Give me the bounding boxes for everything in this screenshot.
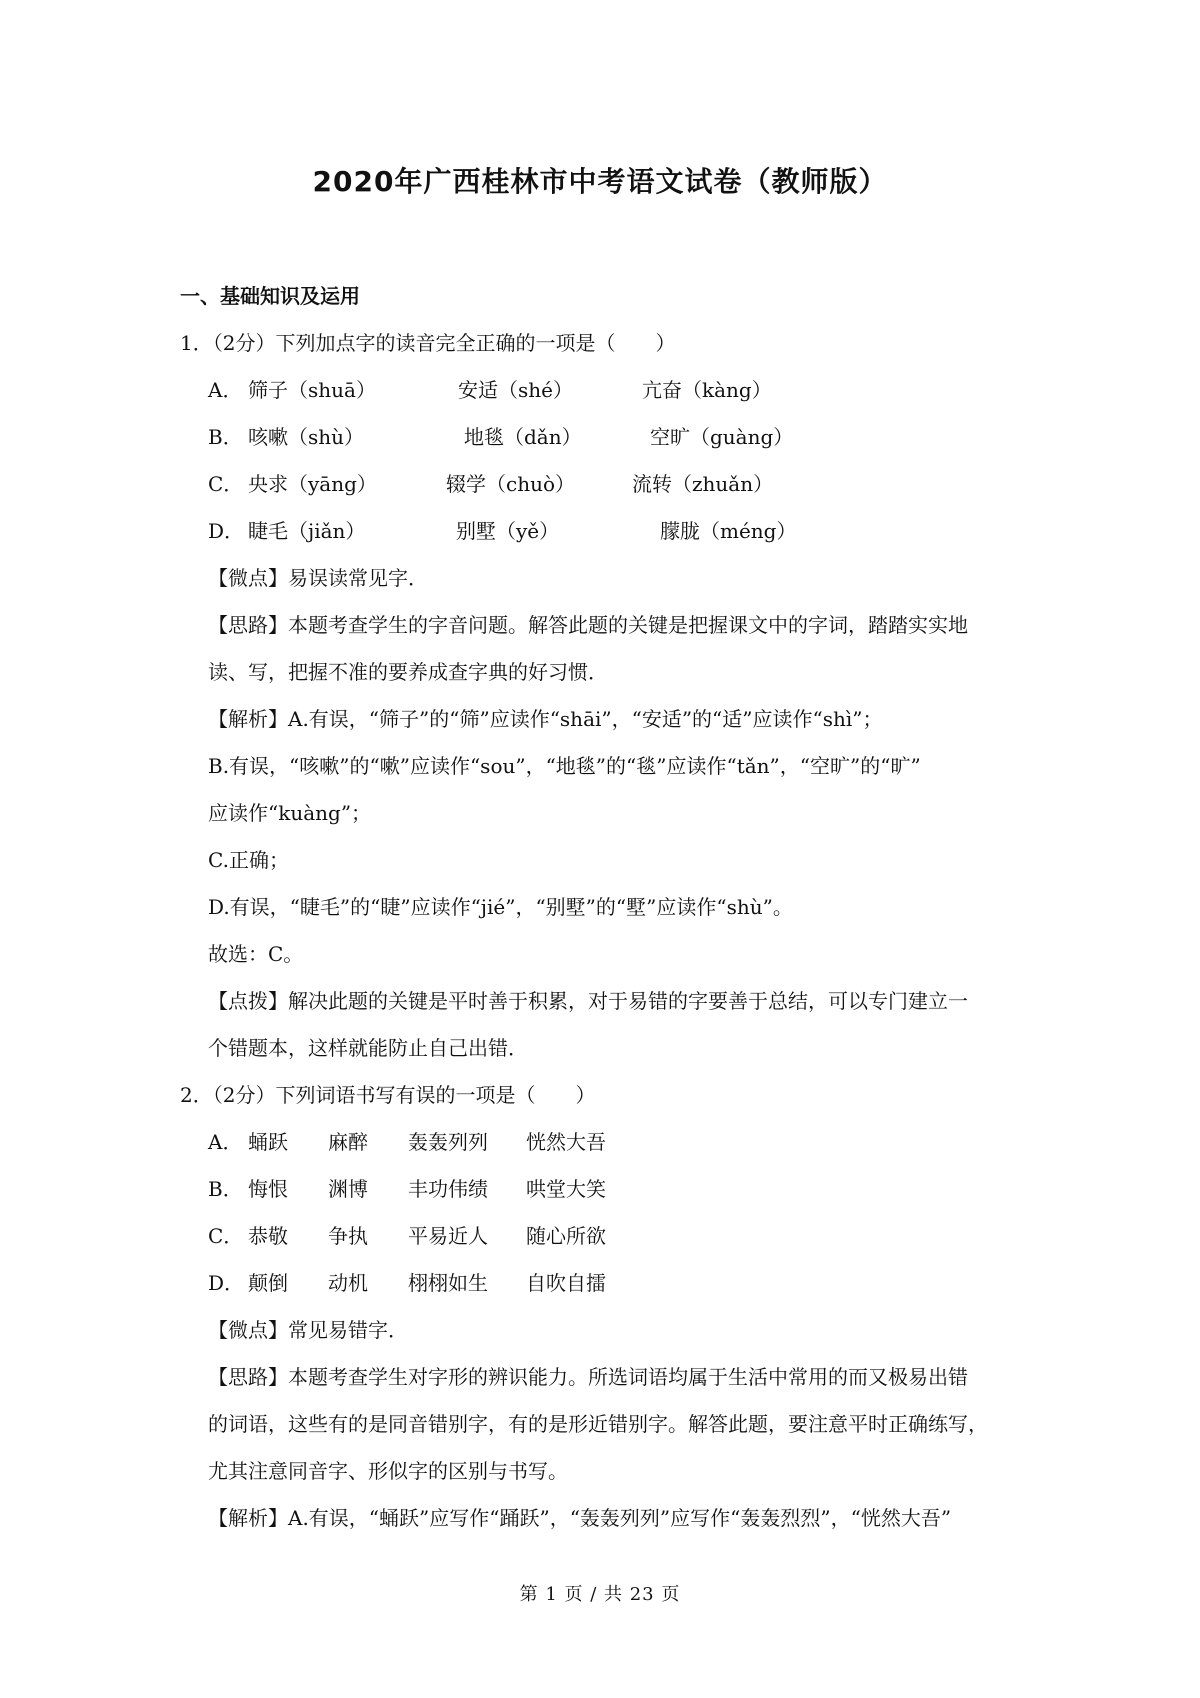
- q1-option-b: [180, 414, 1040, 461]
- option-label: D．: [208, 1271, 245, 1295]
- question-2-stem: 2．（2分）下列词语书写有误的一项是（ ）: [180, 1083, 596, 1107]
- content: [180, 272, 1040, 1542]
- q2-option-c: [180, 1213, 1040, 1260]
- q1-option-a: [180, 367, 1040, 414]
- q1-weidian: 【微点】易误读常见字．: [208, 566, 428, 590]
- q1-silu-line: 读、写，把握不准的要养成查字典的好习惯．: [208, 660, 608, 684]
- option-item: 争执: [328, 1224, 368, 1248]
- q1-jiexi-line: B.有误，“咳嗽”的“嗽”应读作“sou”，“地毯”的“毯”应读作“tǎn”，“空旷”的“旷”: [208, 754, 921, 778]
- option-label: B．: [208, 1177, 243, 1201]
- option-label: B．: [208, 425, 243, 449]
- q1-answer: 故选：C。: [208, 942, 304, 966]
- option-item: 丰功伟绩: [408, 1177, 488, 1201]
- q2-silu-line: 的词语，这些有的是同音错别字，有的是形近错别字。解答此题，要注意平时正确练写，: [208, 1412, 988, 1436]
- option-item: 自吹自擂: [526, 1271, 606, 1295]
- option-item: 动机: [328, 1271, 368, 1295]
- q2-weidian: 【微点】常见易错字．: [208, 1318, 408, 1342]
- q1-option-c: [180, 461, 1040, 508]
- q2-option-a: [180, 1119, 1040, 1166]
- option-item: 流转（zhuǎn）: [632, 472, 774, 496]
- option-item: 蛹跃: [248, 1130, 288, 1154]
- q2-silu-line: 【思路】本题考查学生对字形的辨识能力。所选词语均属于生活中常用的而又极易出错: [208, 1365, 968, 1389]
- option-item: 地毯（dǎn）: [464, 425, 582, 449]
- option-item: 央求（yāng）: [248, 472, 377, 496]
- q1-dianbo-line: 【点拨】解决此题的关键是平时善于积累，对于易错的字要善于总结，可以专门建立一: [208, 989, 968, 1013]
- option-item: 平易近人: [408, 1224, 488, 1248]
- option-item: 安适（shé）: [458, 378, 573, 402]
- option-label: D．: [208, 519, 245, 543]
- option-item: 别墅（yě）: [456, 519, 560, 543]
- option-item: 轰轰列列: [408, 1130, 488, 1154]
- option-item: 悔恨: [248, 1177, 288, 1201]
- option-item: 咳嗽（shù）: [248, 425, 365, 449]
- q2-jiexi-line: 【解析】A.有误，“蛹跃”应写作“踊跃”，“轰轰列列”应写作“轰轰烈烈”，“恍然大吾”: [208, 1506, 952, 1530]
- option-label: C．: [208, 1224, 244, 1248]
- option-item: 栩栩如生: [408, 1271, 488, 1295]
- q1-jiexi-line: 【解析】A.有误，“筛子”的“筛”应读作“shāi”，“安适”的“适”应读作“shì”；: [208, 707, 883, 731]
- option-item: 随心所欲: [526, 1224, 606, 1248]
- q1-jiexi-line: C.正确；: [208, 848, 289, 872]
- option-item: 亢奋（kàng）: [642, 378, 772, 402]
- option-item: 渊博: [328, 1177, 368, 1201]
- q2-silu-line: 尤其注意同音字、形似字的区别与书写。: [208, 1459, 568, 1483]
- option-item: 辍学（chuò）: [446, 472, 576, 496]
- option-item: 恭敬: [248, 1224, 288, 1248]
- option-item: 筛子（shuā）: [248, 378, 376, 402]
- section-heading: 一、基础知识及运用: [180, 284, 360, 308]
- page-title: 2020年广西桂林市中考语文试卷（教师版）: [312, 165, 888, 198]
- option-item: 颠倒: [248, 1271, 288, 1295]
- q2-option-b: [180, 1166, 1040, 1213]
- option-label: A．: [208, 1130, 243, 1154]
- option-item: 朦胧（méng）: [660, 519, 797, 543]
- option-label: C．: [208, 472, 244, 496]
- q1-option-d: [180, 508, 1040, 555]
- option-label: A．: [208, 378, 243, 402]
- q2-option-d: [180, 1260, 1040, 1307]
- option-item: 哄堂大笑: [526, 1177, 606, 1201]
- option-item: 恍然大吾: [526, 1130, 606, 1154]
- q1-dianbo-line: 个错题本，这样就能防止自己出错．: [208, 1036, 528, 1060]
- page-footer: 第 1 页 / 共 23 页: [519, 1584, 681, 1605]
- q1-silu-line: 【思路】本题考查学生的字音问题。解答此题的关键是把握课文中的字词，踏踏实实地: [208, 613, 968, 637]
- q1-jiexi-line: D.有误，“睫毛”的“睫”应读作“jié”，“别墅”的“墅”应读作“shù”。: [208, 895, 793, 919]
- option-item: 空旷（guàng）: [650, 425, 794, 449]
- option-item: 睫毛（jiǎn）: [248, 519, 366, 543]
- q1-jiexi-line: 应读作“kuàng”；: [208, 801, 372, 825]
- option-item: 麻醉: [328, 1130, 368, 1154]
- question-1-stem: 1．（2分）下列加点字的读音完全正确的一项是（ ）: [180, 331, 676, 355]
